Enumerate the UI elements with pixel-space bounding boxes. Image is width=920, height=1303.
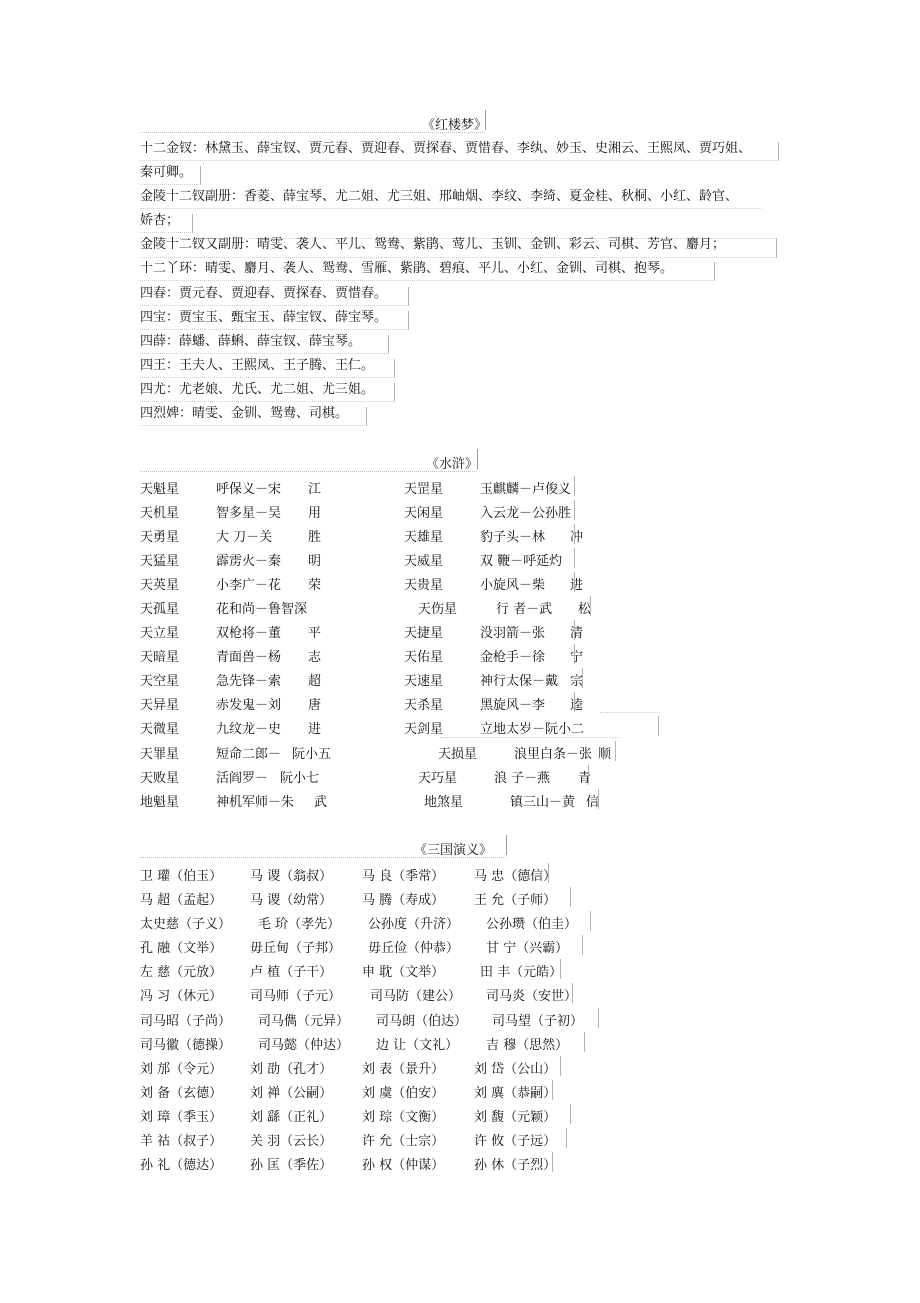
shuihu-star-name-2: 天贵星 [404,578,444,593]
sanguo-person-a: 冯 习（休元） [140,989,223,1004]
shuihu-nickname: 活阎罗－ [216,771,269,786]
sanguo-person-d: 刘 廙（恭嗣） [474,1086,557,1101]
cell-border [140,692,575,712]
cell-border [140,741,616,761]
shuihu-given-name-2: 松 [578,602,592,617]
shuihu-nickname: 双枪将－董 [216,626,282,641]
shuihu-row [140,791,840,809]
sanguo-person-b: 孙 匡（季佐） [250,1158,333,1173]
sanguo-person-c: 司马防（建公） [370,989,462,1004]
sanguo-row [140,913,840,931]
title-bracket [485,110,486,130]
sanguo-person-b: 马 谡（翁叔） [250,869,333,884]
sanguo-person-d: 马 忠（德信） [474,869,557,884]
cell-border [140,620,575,640]
shuihu-given-name-2: 逵 [570,698,584,713]
shuihu-row [140,502,840,520]
shuihu-star-name-2: 天杀星 [404,698,444,713]
sanguo-row [140,937,840,955]
shuihu-star-name: 天魁星 [140,482,180,497]
shuihu-given-name: 唐 [308,698,322,713]
cell-border [140,1128,567,1148]
shuihu-star-name-2: 天闲星 [404,506,444,521]
shuihu-row [140,574,840,592]
shuihu-given-name: 志 [308,650,322,665]
cell-border [140,716,659,736]
shuihu-row [140,767,840,785]
shuihu-nickname: 呼保义－宋 [216,482,282,497]
shuihu-star-name-2: 天捷星 [404,626,444,641]
sanguo-person-d: 王 允（子师） [474,893,557,908]
shuihu-star-name: 天败星 [140,771,180,786]
sanguo-person-d: 司马望（子初） [492,1014,584,1029]
shuihu-row [140,598,840,616]
shuihu-nickname-2: 豹子头－林 [480,530,546,545]
shuihu-star-name: 天孤星 [140,602,180,617]
cell-border [140,644,575,664]
shuihu-star-name-2: 天速星 [404,674,444,689]
sanguo-person-a: 刘 璋（季玉） [140,1110,223,1125]
sanguo-person-b: 马 谡（幼常） [250,893,333,908]
hl-line: 四王：王夫人、王熙凤、王子腾、王仁。 [140,358,375,373]
shuihu-given-name-2: 信 [586,795,600,810]
sanguo-person-a: 马 超（孟起） [140,893,223,908]
shuihu-given-name: 胜 [308,530,322,545]
shuihu-nickname: 智多星－吴 [216,506,282,521]
sanguo-person-b: 卢 植（子干） [250,965,333,980]
hl-line: 四宝：贾宝玉、甄宝玉、薛宝钗、薛宝琴。 [140,310,388,325]
cell-border [140,1056,561,1076]
shuihu-star-name: 天英星 [140,578,180,593]
shuihu-nickname: 急先锋－索 [216,674,282,689]
shuihu-given-name: 荣 [308,578,322,593]
hl-line: 娇杏； [140,213,180,228]
cell-border [140,668,583,688]
shuihu-star-name: 天空星 [140,674,180,689]
sanguo-person-d: 田 丰（元皓） [480,965,563,980]
sanguo-person-c: 边 让（文礼） [376,1038,459,1053]
cell-border [140,935,583,955]
cell-border [140,911,591,931]
shuihu-given-name-2: 宗 [570,674,584,689]
sanguo-person-a: 羊 祜（叔子） [140,1134,223,1149]
sanguo-person-c: 孙 权（仲谋） [362,1158,445,1173]
shuihu-given-name: 平 [308,626,322,641]
sanguo-person-a: 司马昭（子尚） [140,1014,232,1029]
shuihu-star-name: 天暗星 [140,650,180,665]
cell-border [140,500,575,520]
sanguo-person-c: 马 腾（寿成） [362,893,445,908]
shuihu-row [140,694,840,712]
shuihu-star-name-2: 天剑星 [404,722,444,737]
sanguo-person-a: 刘 备（玄德） [140,1086,223,1101]
shuihu-star-name-2: 天威星 [404,554,444,569]
cell-border [140,1008,599,1028]
shuihu-nickname: 青面兽－杨 [216,650,282,665]
shuihu-given-name: 阮小七 [280,771,320,786]
cell-border [140,863,549,883]
shuihu-star-name: 天勇星 [140,530,180,545]
sanguo-row [140,1082,840,1100]
shuihu-nickname-2: 入云龙－公孙胜 [480,506,572,521]
sanguo-person-b: 司马懿（仲达） [258,1038,350,1053]
cell-border [140,596,591,616]
shuihu-given-name-2: 清 [570,626,584,641]
shuihu-given-name: 江 [308,482,322,497]
hl-line: 金陵十二钗又副册：晴雯、袭人、平儿、鸳鸯、紫鹃、莺儿、玉钏、金钏、彩云、司棋、芳官、麝月； [140,237,726,252]
shuihu-row [140,743,840,761]
cell-border [140,765,592,786]
shuihu-row [140,526,840,544]
sanguo-person-b: 刘 劭（孔才） [250,1062,333,1077]
shuihu-nickname: 短命二郎－ [216,747,282,762]
shuihu-given-name-2: 冲 [570,530,584,545]
shuihu-row [140,718,840,736]
sanguo-row [140,1010,840,1028]
hl-line: 十二金钗：林黛玉、薛宝钗、贾元春、贾迎春、贾探春、贾惜春、李纨、妙玉、史湘云、王熙凤、贾巧姐、 [140,141,752,156]
hl-line: 四春：贾元春、贾迎春、贾探春、贾惜春。 [140,286,388,301]
shuihu-nickname: 赤发鬼－刘 [216,698,282,713]
sanguo-person-d: 孙 休（子烈） [474,1158,557,1173]
shuihu-star-name-2: 天罡星 [404,482,444,497]
shuihu-nickname-2: 小旋风－柴 [480,578,546,593]
hl-line: 秦可卿。 [140,165,193,180]
shuihu-row [140,478,840,496]
sanguo-person-c: 刘 表（景升） [362,1062,445,1077]
shuihu-star-name: 天罪星 [140,747,180,762]
sanguo-person-c: 申 耽（文举） [362,965,445,980]
cell-border [600,712,660,713]
sanguo-row [140,985,840,1003]
shuihu-given-name: 阮小五 [292,747,332,762]
cell-border [140,572,575,592]
shuihu-nickname-2: 金枪手－徐 [480,650,546,665]
sanguo-person-c: 司马朗（伯达） [376,1014,468,1029]
shuihu-given-name-2: 顺 [598,747,612,762]
shuihu-star-name-2: 天巧星 [418,771,458,786]
shuihu-title: 《水浒》 [426,457,479,472]
shuihu-nickname: 大 刀－关 [216,530,273,545]
shuihu-row [140,646,840,664]
shuihu-star-name: 天猛星 [140,554,180,569]
sanguo-person-b: 司马儁（元异） [258,1014,350,1029]
sanguo-person-d: 公孙瓒（伯圭） [486,917,578,932]
sanguo-person-a: 刘 邡（令元） [140,1062,223,1077]
sanguo-person-d: 司马炎（安世） [486,989,578,1004]
title-bracket [506,835,507,855]
sanguo-person-b: 刘 禅（公嗣） [250,1086,333,1101]
hl-line: 四烈婢：晴雯、金钏、鸳鸯、司棋。 [140,406,349,421]
title-bracket [477,449,478,469]
shuihu-nickname-2: 没羽箭－张 [480,626,546,641]
cell-border [140,887,571,907]
cell-border [140,1080,553,1100]
shuihu-given-name: 武 [314,795,328,810]
cell-border [140,1032,585,1052]
shuihu-nickname: 神机军师－朱 [216,795,295,810]
sanguo-person-d: 刘 岱（公山） [474,1062,557,1077]
sanguo-person-d: 甘 宁（兴霸） [486,941,569,956]
sanguo-person-d: 刘 馥（元颖） [474,1110,557,1125]
shuihu-nickname: 花和尚－鲁智深 [216,602,308,617]
shuihu-row [140,670,840,688]
cell-border [140,524,575,544]
shuihu-star-name-2: 天佑星 [404,650,444,665]
shuihu-star-name: 天机星 [140,506,180,521]
cell-border [140,1152,553,1172]
shuihu-nickname-2: 神行太保－戴 [480,674,559,689]
shuihu-given-name: 超 [308,674,322,689]
shuihu-given-name: 进 [308,722,322,737]
sanguo-title-rule [140,841,506,858]
shuihu-row [140,550,840,568]
shuihu-nickname-2: 双 鞭－呼延灼 [480,554,563,569]
cell-border [440,737,620,738]
shuihu-star-name-2: 地煞星 [424,795,464,810]
sanguo-person-a: 孔 融（文举） [140,941,223,956]
shuihu-star-name-2: 天雄星 [404,530,444,545]
hl-line: 四薛：薛蟠、薛蝌、薛宝钗、薛宝琴。 [140,334,362,349]
shuihu-given-name: 明 [308,554,322,569]
hl-line: 金陵十二钗副册：香菱、薛宝琴、尤二姐、尤三姐、邢岫烟、李纹、李绮、夏金桂、秋桐、小红、龄官、 [140,189,739,204]
cell-border [140,476,575,496]
shuihu-star-name: 天微星 [140,722,180,737]
sanguo-row [140,865,840,883]
shuihu-given-name: 用 [308,506,322,521]
sanguo-row [140,961,840,979]
sanguo-person-c: 刘 虞（伯安） [362,1086,445,1101]
shuihu-star-name-2: 天伤星 [418,602,458,617]
sanguo-row [140,1130,840,1148]
shuihu-nickname-2: 浪 子－燕 [494,771,551,786]
shuihu-nickname: 霹雳火－秦 [216,554,282,569]
sanguo-row [140,1106,840,1124]
sanguo-row [140,1154,840,1172]
sanguo-person-b: 刘 繇（正礼） [250,1110,333,1125]
cell-border [140,959,561,979]
cell-border [140,548,575,568]
hongloumeng-title: 《红楼梦》 [422,118,488,133]
sanguo-row [140,1058,840,1076]
shuihu-nickname: 九纹龙－史 [216,722,282,737]
sanguo-person-b: 关 羽（云长） [250,1134,333,1149]
sanguo-person-a: 司马徽（德操） [140,1038,232,1053]
hl-line: 四尤：尤老娘、尤氏、尤二姐、尤三姐。 [140,382,375,397]
sanguo-person-c: 许 允（士宗） [362,1134,445,1149]
sanguo-person-a: 太史慈（子义） [140,917,232,932]
shuihu-star-name-2: 天损星 [438,747,478,762]
cell-border [140,789,599,809]
sanguo-person-c: 毋丘俭（仲恭） [368,941,460,956]
shuihu-title-rule [140,455,477,472]
hongloumeng-title-rule [140,116,488,133]
shuihu-star-name: 地魁星 [140,795,180,810]
shuihu-row [140,622,840,640]
cell-border [140,983,573,1003]
sanguo-person-a: 孙 礼（德达） [140,1158,223,1173]
sanguo-person-c: 刘 琮（文衡） [362,1110,445,1125]
sanguo-person-c: 公孙度（升济） [368,917,460,932]
shuihu-given-name-2: 宁 [570,650,584,665]
sanguo-row [140,1034,840,1052]
shuihu-nickname: 小李广－花 [216,578,282,593]
sanguo-person-a: 卫 瓘（伯玉） [140,869,223,884]
hl-line: 十二丫环：晴雯、麝月、袭人、鸳鸯、雪雁、紫鹃、碧痕、平儿、小红、金钏、司棋、抱琴。 [140,261,674,276]
shuihu-given-name-2: 青 [578,771,592,786]
sanguo-person-b: 毛 玠（孝先） [258,917,341,932]
shuihu-nickname-2: 立地太岁－阮小二 [480,722,585,737]
sanguo-row [140,889,840,907]
sanguo-person-a: 左 慈（元放） [140,965,223,980]
shuihu-given-name-2: 进 [570,578,584,593]
sanguo-title: 《三国演义》 [414,843,493,858]
sanguo-person-d: 许 攸（子远） [474,1134,557,1149]
sanguo-person-c: 马 良（季常） [362,869,445,884]
sanguo-person-b: 毋丘甸（子邦） [250,941,342,956]
sanguo-person-d: 吉 穆（思然） [486,1038,569,1053]
shuihu-nickname-2: 行 者－武 [496,602,553,617]
shuihu-star-name: 天立星 [140,626,180,641]
shuihu-nickname-2: 镇三山－黄 [510,795,576,810]
shuihu-nickname-2: 玉麒麟－卢俊义 [480,482,572,497]
shuihu-nickname-2: 黑旋风－李 [480,698,546,713]
shuihu-nickname-2: 浪里白条－张 [514,747,593,762]
sanguo-person-b: 司马师（子元） [250,989,342,1004]
cell-border [140,1104,571,1124]
shuihu-star-name: 天异星 [140,698,180,713]
